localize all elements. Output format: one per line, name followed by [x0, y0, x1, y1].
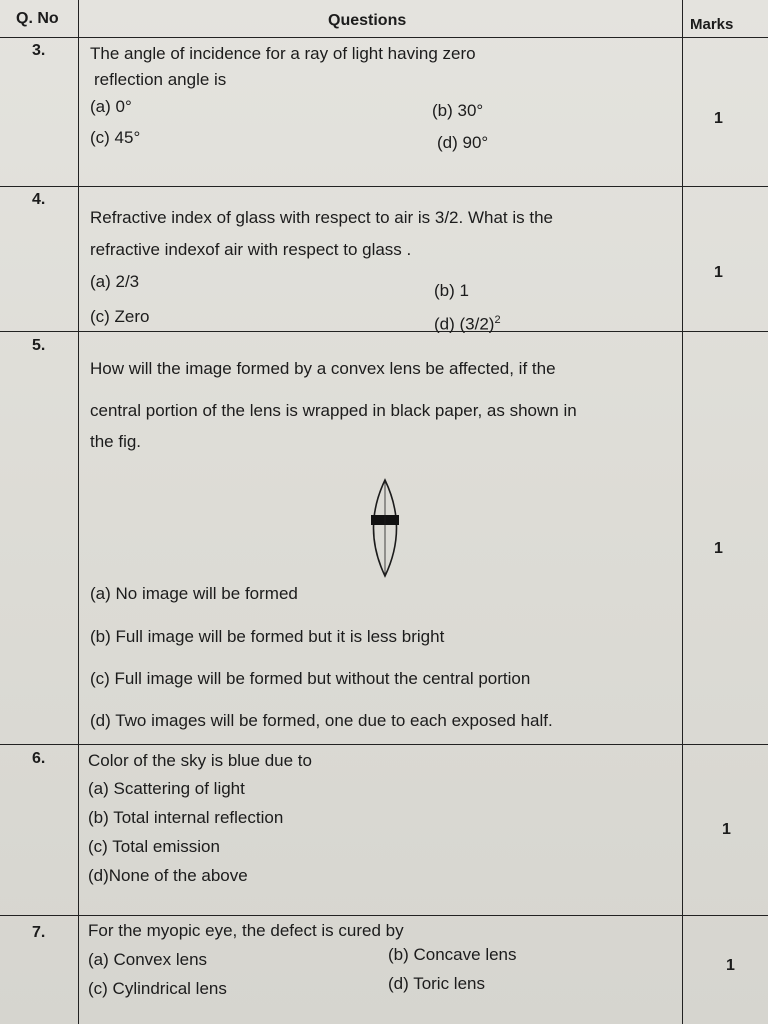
question-text-line: How will the image formed by a convex lens be affected, if the [90, 359, 556, 378]
option-c: (c) Total emission [88, 837, 220, 856]
option-d: (d) 90° [437, 133, 489, 152]
option-a: (a) 0° [90, 97, 132, 116]
question-marks: 1 [714, 110, 723, 127]
option-c: (c) Full image will be formed but without the central portion [90, 669, 531, 688]
option-d: (d) Toric lens [388, 974, 485, 993]
option-d: (d) Two images will be formed, one due to each exposed half. [90, 711, 553, 730]
row-divider-q4 [0, 331, 768, 332]
option-d [434, 314, 501, 335]
question-text-line: The angle of incidence for a ray of light having zero [90, 44, 476, 63]
row-divider-q3 [0, 186, 768, 187]
question-marks: 1 [714, 540, 723, 557]
option-a: (a) Convex lens [88, 950, 208, 969]
option-b: (b) Concave lens [388, 945, 517, 964]
question-text-line: the fig. [90, 432, 142, 451]
option-d-exponent: 2 [494, 314, 501, 326]
question-text-line: central portion of the lens is wrapped in black paper, as shown in [90, 401, 577, 420]
question-number: 4. [32, 191, 46, 208]
option-a: (a) No image will be formed [90, 584, 298, 603]
option-b: (b) Total internal reflection [88, 808, 284, 827]
convex-lens-figure [360, 478, 410, 578]
row-divider-q5 [0, 744, 768, 745]
question-marks: 1 [714, 264, 723, 281]
header-marks: Marks [690, 16, 734, 33]
option-a: (a) 2/3 [90, 272, 140, 291]
convex-lens-icon [360, 478, 410, 578]
question-number: 5. [32, 337, 46, 354]
column-divider-marks [682, 0, 683, 1024]
option-b: (b) 1 [434, 281, 469, 300]
question-text-line: Refractive index of glass with respect to air is 3/2. What is the [90, 208, 553, 227]
option-c: (c) Zero [90, 307, 150, 326]
question-text-line: For the myopic eye, the defect is cured by [88, 921, 404, 940]
question-number: 3. [32, 42, 46, 59]
option-b: (b) 30° [432, 101, 484, 120]
row-divider-q6 [0, 915, 768, 916]
option-d-base: (d) (3/2) [434, 314, 495, 334]
header-qno: Q. No [16, 10, 59, 27]
question-text-line: refractive indexof air with respect to glass . [90, 240, 412, 259]
question-text-line: Color of the sky is blue due to [88, 751, 312, 770]
question-marks: 1 [726, 957, 735, 974]
question-marks: 1 [722, 821, 731, 838]
option-a: (a) Scattering of light [88, 779, 245, 798]
option-b: (b) Full image will be formed but it is less bright [90, 627, 445, 646]
question-number: 7. [32, 924, 46, 941]
question-text-line: reflection angle is [94, 70, 227, 89]
option-c: (c) Cylindrical lens [88, 979, 227, 998]
option-c: (c) 45° [90, 128, 141, 147]
column-divider-qno [78, 0, 79, 1024]
header-questions: Questions [328, 12, 407, 29]
option-d: (d)None of the above [88, 866, 248, 885]
row-divider-header [0, 37, 768, 38]
question-number: 6. [32, 750, 46, 767]
